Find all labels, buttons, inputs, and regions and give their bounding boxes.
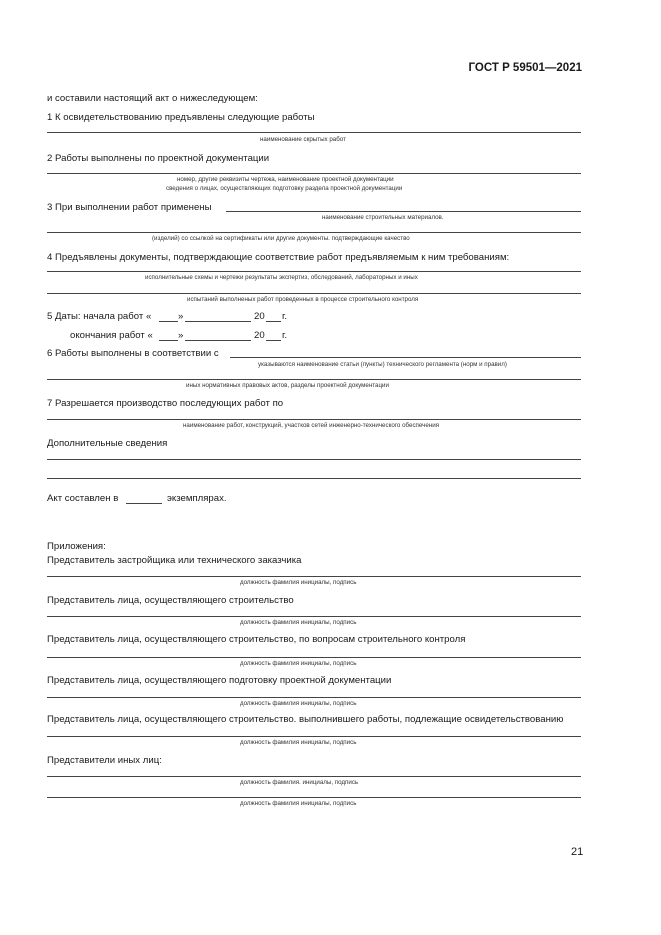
section-2-line[interactable] [47,173,581,174]
representative-label: Представитель лица, осуществляющего подготовку проектной документации [47,675,392,686]
section-5-end-label: окончания работ « [70,330,153,341]
representative-label: Представители иных лиц: [47,755,162,766]
end-year-prefix: 20 [254,330,265,341]
representative-label: Представитель лица, осуществляющего строительство. выполнившего работы, подлежащие освидетельствованию [47,714,564,725]
end-quote-close: » [178,330,184,341]
section-4-hint-2: испытаний выполненых работ проведенных в процессе строительного контроля [187,296,419,303]
representative-label: Представитель застройщика или технического заказчика [47,555,302,566]
signature-hint: должность фамилия инициалы, подпись [240,619,357,626]
signature-line[interactable] [47,697,581,698]
document-code: ГОСТ Р 59501—2021 [468,62,582,74]
signature-hint: должность фамилия инициалы, подпись [240,800,357,807]
start-day-field[interactable] [159,321,178,322]
start-year-field[interactable] [266,321,281,322]
section-1-hint: наименование скрытых работ [260,136,346,143]
attachments-label: Приложения: [47,541,106,552]
signature-line[interactable] [47,616,581,617]
section-1-line[interactable] [47,132,581,133]
signature-line[interactable] [47,776,581,777]
representative-label: Представитель лица, осуществляющего строительство [47,595,294,606]
section-3-hint-1: наименование строительных материалов. [322,214,444,221]
copies-suffix: экземплярах. [167,493,227,504]
section-7-hint: наименование работ, конструкций, участков сетей инженерно-технического обеспечения [183,422,440,429]
end-year-suffix: г. [282,330,287,341]
section-4-label: 4 Предъявлены документы, подтверждающие соответствие работ предъявляемым к ним требованиям: [47,252,510,263]
section-2-label: 2 Работы выполнены по проектной документации [47,153,270,164]
section-6-label: 6 Работы выполнены в соответствии с [47,348,219,359]
section-2-hint-1: номер, другие реквизиты чертежа, наименование проектной документации [177,176,394,183]
signature-hint: должность фамилия инициалы, подпись [240,660,357,667]
section-6-line-2[interactable] [47,379,581,380]
signature-line[interactable] [47,736,581,737]
section-4-line-1[interactable] [47,271,581,272]
intro-text: и составили настоящий акт о нижеследующем: [47,93,258,104]
section-6-hint-1: указываются наименование статьи (пункты) технического регламента (норм и правил) [258,361,507,368]
section-3-hint-2: (изделий) со ссылкой на сертификаты или другие документы. подтверждающие качество [152,235,410,242]
section-3-line-1[interactable] [226,211,581,212]
section-3-label: 3 При выполнении работ применены [47,202,212,213]
end-month-field[interactable] [185,340,251,341]
end-year-field[interactable] [266,340,281,341]
signature-hint: должность фамилия инициалы, подпись [240,700,357,707]
copies-count-field[interactable] [126,503,162,504]
section-4-hint-1: исполнительные схемы и чертежи результаты экспертиз, обследований, лабораторных и иных [145,274,418,281]
copies-prefix: Акт составлен в [47,493,119,504]
section-3-line-2[interactable] [47,232,581,233]
end-day-field[interactable] [159,340,178,341]
additional-info-line-1[interactable] [47,459,581,460]
signature-line[interactable] [47,576,581,577]
start-year-prefix: 20 [254,311,265,322]
start-quote-close: » [178,311,184,322]
signature-line[interactable] [47,657,581,658]
section-7-label: 7 Разрешается производство последующих работ по [47,398,284,409]
section-4-line-2[interactable] [47,293,581,294]
signature-hint: должность фамилия инициалы, подпись [240,739,357,746]
additional-info-line-2[interactable] [47,478,581,479]
signature-hint: должность фамилия. инициалы, подпись [240,779,359,786]
page-number: 21 [571,846,584,858]
signature-line[interactable] [47,797,581,798]
section-5-start-label: 5 Даты: начала работ « [47,311,152,322]
additional-info-label: Дополнительные сведения [47,438,168,449]
representative-label: Представитель лица, осуществляющего строительство, по вопросам строительного контроля [47,634,466,645]
start-month-field[interactable] [185,321,251,322]
section-6-hint-2: иных нормативных правовых актов, разделы проектной документации [186,382,389,389]
section-7-line[interactable] [47,419,581,420]
section-1-label: 1 К освидетельствованию предъявлены следующие работы [47,112,315,123]
signature-hint: должность фамилия инициалы, подпись [240,579,357,586]
start-year-suffix: г. [282,311,287,322]
section-2-hint-2: сведения о лицах, осуществляющих подготовку раздела проектной документации [166,185,403,192]
section-6-line-1[interactable] [230,357,581,358]
